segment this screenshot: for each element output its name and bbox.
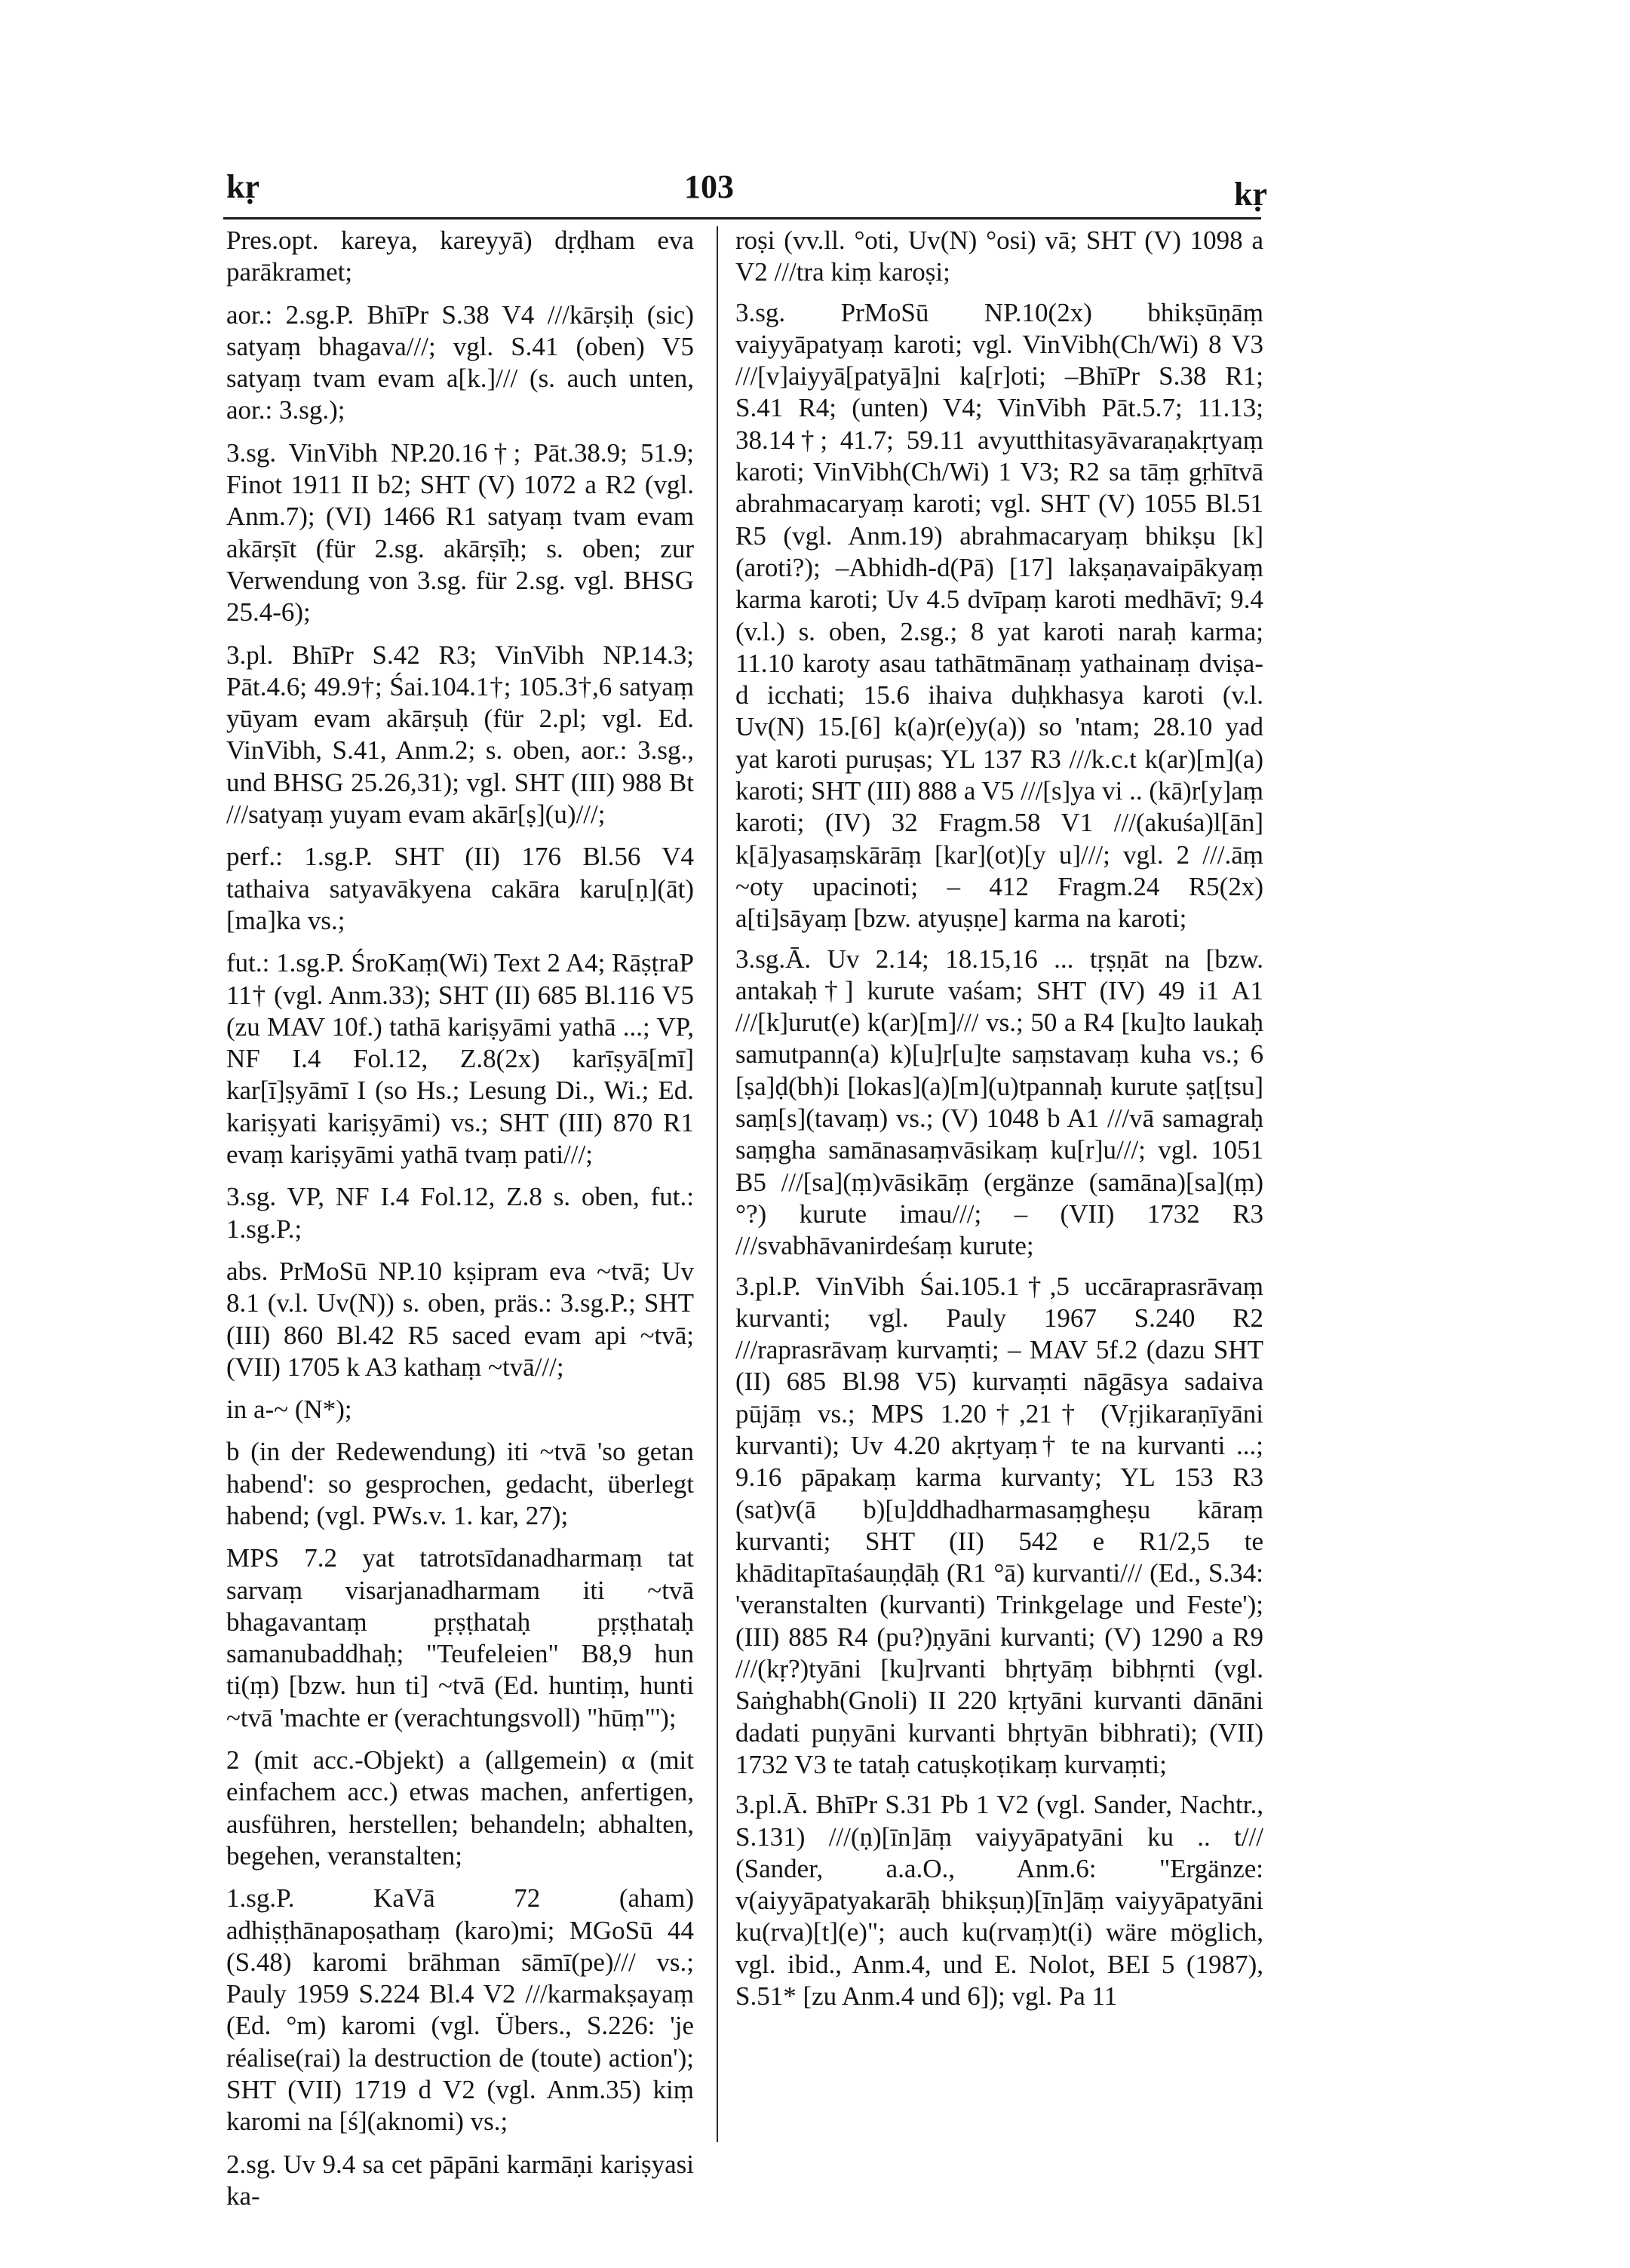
entry-paragraph: 3.pl.Ā. BhīPr S.31 Pb 1 V2 (vgl. Sander, Nachtr., S.131) ///(ṇ)[īn]āṃ vaiyyāpatyāni ku .. t/// (Sander, a.a.O., Anm.6: "Ergänze: v(aiyyāpatyakarāḥ bhikṣuṇ)[īn]āṃ vaiyyāpatyāni ku(rva)[t](e)"; auch ku(rvaṃ)t(i) wäre möglich, vgl. ibid., Anm.4, und E. Nolot, BEI 5 (1987), S.51* [zu Anm.4 und 6]); vgl. Pa 11 [735,1790,1263,2012]
entry-paragraph: 3.pl.P. VinVibh Śai.105.1†,5 uccāraprasrāvaṃ kurvanti; vgl. Pauly 1967 S.240 R2 ///raprasrāvaṃ kurvaṃti; – MAV 5f.2 (dazu SHT (II) 685 Bl.98 V5) kurvaṃti nāgāsya sadaiva pūjāṃ vs.; MPS 1.20†,21† (Vṛjikaraṇīyāni kurvanti); Uv 4.20 akṛtyaṃ† te na kurvanti ...; 9.16 pāpakaṃ karma kurvanty; YL 153 R3 (sat)v(ā b)[u]ddhadharmasaṃgheṣu kāraṃ kurvanti; SHT (II) 542 e R1/2,5 te khāditapītaśauṇḍāḥ (R1 °ā) kurvanti/// (Ed., S.34: 'veranstalten (kurvanti) Trinkgelage und Feste'); (III) 885 R4 (pu?)ṇyāni kurvanti; (V) 1290 a R9 ///(kṛ?)tyāni [ku]rvanti bhṛtyāṃ bibhṛnti (vgl. Saṅghabh(Gnoli) II 220 kṛtyāni kurvanti dānāni dadati puṇyāni kurvanti bhṛtyān bibhrati); (VII) 1732 V3 te tataḥ catuṣkoṭikaṃ kurvaṃti; [735,1271,1263,1779]
header-rule [223,217,1261,219]
entry-paragraph: fut.: 1.sg.P. ŚroKaṃ(Wi) Text 2 A4; RāṣṭraP 11† (vgl. Anm.33); SHT (II) 685 Bl.116 V5 (zu MAV 10f.) tathā kariṣyāmi yathā ...; VP, NF I.4 Fol.12, Z.8(2x) karīṣyā[mī] kar[ī]ṣyāmī I (so Hs.; Lesung Di., Wi.; Ed. kariṣyati kariṣyāmi) vs.; SHT (III) 870 R1 evaṃ kariṣyāmi yathā tvaṃ pati///; [226,948,694,1170]
entry-paragraph: roṣi (vv.ll. °oti, Uv(N) °osi) vā; SHT (V) 1098 a V2 ///tra kiṃ karoṣi; [735,226,1263,287]
entry-paragraph: b (in der Redewendung) iti ~tvā 'so getan habend': so gesprochen, gedacht, überlegt habend; (vgl. PWs.v. 1. kar, 27); [226,1437,694,1530]
entry-paragraph: 3.sg. VinVibh NP.20.16†; Pāt.38.9; 51.9; Finot 1911 II b2; SHT (V) 1072 a R2 (vgl. Anm.7); (VI) 1466 R1 satyaṃ tvam evam akārṣīt (für 2.sg. akārṣīḥ; s. oben; zur Verwendung von 3.sg. für 2.sg. vgl. BHSG 25.4-6); [226,437,694,628]
column-divider [717,226,718,2142]
entry-paragraph: Pres.opt. kareya, kareyyā) dṛḍham eva parākramet; [226,226,694,287]
entry-paragraph: 3.sg. PrMoSū NP.10(2x) bhikṣūṇāṃ vaiyyāpatyaṃ karoti; vgl. VinVibh(Ch/Wi) 8 V3 ///[v]aiyyā[patyā]ni ka[r]oti; –BhīPr S.38 R1; S.41 R4; (unten) V4; VinVibh Pāt.5.7; 11.13; 38.14†; 41.7; 59.11 avyutthitasyāvaraṇakṛtyaṃ karoti; VinVibh(Ch/Wi) 1 V3; R2 sa tāṃ gṛhītvā abrahmacaryaṃ karoti; vgl. SHT (V) 1055 Bl.51 R5 (vgl. Anm.19) abrahmacaryaṃ bhikṣu [k](aroti?); –Abhidh-d(Pā) [17] lakṣaṇavaipākyaṃ karma karoti; Uv 4.5 dvīpaṃ karoti medhāvī; 9.4 (v.l.) s. oben, 2.sg.; 8 yat karoti naraḥ karma; 11.10 karoty asau tathātmānaṃ yathainaṃ dviṣa-d icchati; 15.6 ihaiva duḥkhasya karoti (v.l. Uv(N) 15.[6] k(a)r(e)y(a)) so 'ntam; 28.10 yad yat karoti puruṣas; YL 137 R3 ///k.c.t k(ar)[m](a) karoti; SHT (III) 888 a V5 ///[s]ya vi .. (kā)r[y]aṃ karoti; (IV) 32 Fragm.58 V1 ///(akuśa)l[ān] k[ā]yasaṃskārāṃ [kar](ot)[y u]///; vgl. 2 ///.āṃ ~oty upacinoti; – 412 Fragm.24 R5(2x) a[ti]sāyaṃ [bzw. atyuṣṇe] karma na karoti; [735,297,1263,934]
entry-paragraph: 1.sg.P. KaVā 72 (aham) adhiṣṭhānapoṣathaṃ (karo)mi; MGoSū 44 (S.48) karomi brāhman sāmī(pe)/// vs.; Pauly 1959 S.224 Bl.4 V2 ///karmakṣayaṃ (Ed. °m) karomi (vgl. Übers., S.226: 'je réalise(rai) la destruction de (toute) action'); SHT (VII) 1719 d V2 (vgl. Anm.35) kiṃ karomi na [ś](aknomi) vs.; [226,1883,694,2137]
entry-paragraph: in a-~ (N*); [226,1395,352,1425]
entry-paragraph: aor.: 2.sg.P. BhīPr S.38 V4 ///kārṣiḥ (sic) satyaṃ bhagava///; vgl. S.41 (oben) V5 satyaṃ tvam evam a[k.]/// (s. auch unten, aor.: 3.sg.); [226,299,694,425]
entry-paragraph: perf.: 1.sg.P. SHT (II) 176 Bl.56 V4 tathaiva satyavākyena cakāra karu[ṇ](āt)[ma]ka vs.; [226,842,694,935]
entry-paragraph: MPS 7.2 yat tatrotsīdanadharmaṃ tat sarvaṃ visarjanadharmam iti ~tvā bhagavantaṃ pṛṣṭhataḥ pṛṣṭhataḥ samanubaddhaḥ; "Teufeleien" B8,9 hun ti(ṃ) [bzw. hun ti] ~tvā (Ed. huntiṃ, hunti ~tvā 'machte er (verachtungsvoll) "hūṃ"'); [226,1543,694,1732]
entry-paragraph: 3.sg.Ā. Uv 2.14; 18.15,16 ... tṛṣṇāt na [bzw. antakaḥ†] kurute vaśam; SHT (IV) 49 i1 A1 ///[k]urut(e) k(ar)[m]/// vs.; 50 a R4 [ku]to laukaḥ samutpann(a) k)[u]r[u]te saṃstavaṃ kuha vs.; 6 [ṣa]ḍ(bh)i [lokas](a)[m](u)tpannaḥ kurute ṣaṭ[ṭsu] saṃ[s](tavaṃ) vs.; (V) 1048 b A1 ///vā samagraḥ saṃgha samānasaṃvāsikaṃ ku[r]u///; vgl. 1051 B5 ///[sa](ṃ)vāsikāṃ (ergänze (samāna)[sa](ṃ)°?) kurute imau///; – (VII) 1732 R3 ///svabhāvanirdeśaṃ kurute; [735,944,1263,1261]
entry-paragraph: 2.sg. Uv 9.4 sa cet pāpāni karmāṇi kariṣyasi ka- [226,2149,694,2211]
right-column [735,225,1263,2012]
entry-paragraph: 2 (mit acc.-Objekt) a (allgemein) α (mit einfachem acc.) etwas machen, anfertigen, ausführen, herstellen; behandeln; abhalten, begehen, veranstalten; [226,1745,694,1871]
entry-paragraph: 3.sg. VP, NF I.4 Fol.12, Z.8 s. oben, fut.: 1.sg.P.; [226,1182,694,1244]
page-number: 103 [684,168,734,205]
entry-paragraph: 3.pl. BhīPr S.42 R3; VinVibh NP.14.3; Pāt.4.6; 49.9†; Śai.104.1†; 105.3†,6 satyaṃ yūyam evam akārṣuḥ (für 2.pl; vgl. Ed. VinVibh, S.41, Anm.2; s. oben, aor.: 3.sg., und BHSG 25.26,31); vgl. SHT (III) 988 Bt ///satyaṃ yuyam evam akār[ṣ](u)///; [226,640,694,830]
running-head-right: kṛ [1234,176,1267,213]
left-column [226,225,694,2212]
entry-paragraph: abs. PrMoSū NP.10 kṣipram eva ~tvā; Uv 8.1 (v.l. Uv(N)) s. oben, präs.: 3.sg.P.; SHT (III) 860 Bl.42 R5 saced evam api ~tvā; (VII) 1705 k A3 kathaṃ ~tvā///; [226,1256,694,1382]
running-head-left: kṛ [226,168,259,205]
